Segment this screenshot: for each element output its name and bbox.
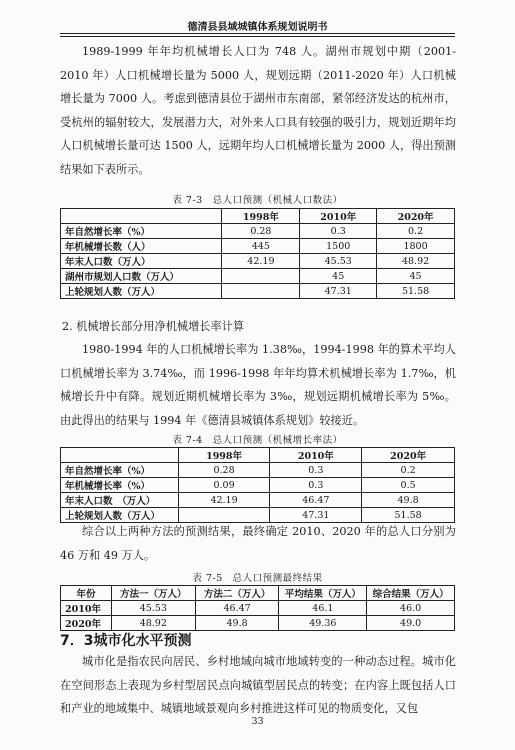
paragraph-urbanization: 城市化是指农民向居民、乡村地域向城市地域转变的一种动态过程。城市化在空间形态上表现为乡村型居民点向城镇型居民点的转变；在内容上既包括人口和产业的地域集中、城镇地域景观向乡村推进这样可见的物质变化，又包: [60, 655, 456, 715]
table-cell: [222, 284, 300, 299]
page-number: 33: [251, 716, 264, 727]
row-label: 上轮规划人数（万人）: [61, 284, 222, 299]
row-label: 2020年: [61, 616, 112, 631]
table-row: [61, 254, 455, 269]
table-cell: 0.28: [222, 224, 300, 239]
table-cell: 45.53: [300, 254, 377, 269]
table-cell: 45: [377, 269, 455, 284]
table-cell: 49.8: [195, 616, 279, 631]
table-cell: 47.31: [270, 508, 362, 523]
paragraph-mechanical-growth: 1989-1999 年年均机械增长人口为 748 人。湖州市规划中期（2001-2010 年）人口机械增长量为 5000 人，规划远期（2011-2020 年）人口机械增长量为 7000 人。考虑到德清县位于湖州市东南部，紧邻经济发达的杭州市，受杭州的辐射较大，发展潜力大，对外来人口具有较强的吸引力，规划近期年均人口机械增长量可达 1500 人，远期年均人口机械增长量为 2000 人，得出预测结果如下表所示。: [60, 45, 456, 176]
row-label: 年机械增长数（人）: [61, 239, 222, 254]
table-header-cell: [61, 209, 222, 224]
table-header-cell: [61, 448, 179, 463]
table-header-cell: 综合结果（万人）: [367, 586, 455, 601]
table-header-cell: 2010年: [300, 209, 377, 224]
table-row: [61, 463, 455, 478]
row-label: 年机械增长率（%）: [61, 478, 179, 493]
table-7-5: [60, 585, 455, 631]
table-cell: 0.28: [178, 463, 270, 478]
table-cell: 0.09: [178, 478, 270, 493]
table-caption-7-4: 表 7-4 总人口预测（机械增长率法）: [172, 435, 343, 446]
row-label: 年末人口数（万人）: [61, 254, 222, 269]
table-cell: 42.19: [222, 254, 300, 269]
table-header-row: [61, 448, 455, 463]
table-7-3: [60, 208, 455, 299]
section-title: 7．3城市化水平预测: [60, 633, 192, 649]
table-header-cell: 1998年: [178, 448, 270, 463]
table-cell: 0.5: [362, 478, 455, 493]
table-7-4: [60, 447, 455, 523]
table-row: [61, 284, 455, 299]
table-header-cell: 1998年: [222, 209, 300, 224]
table-cell: 51.58: [377, 284, 455, 299]
table-row: [61, 601, 455, 616]
table-cell: 0.3: [270, 478, 362, 493]
row-label: 年自然增长率（%）: [61, 463, 179, 478]
table-cell: 47.31: [300, 284, 377, 299]
table-row: [61, 239, 455, 254]
table-cell: 49.8: [362, 493, 455, 508]
table-cell: 49.0: [367, 616, 455, 631]
table-header-cell: 年份: [61, 586, 112, 601]
table-header-cell: 方法二（万人）: [195, 586, 279, 601]
subheading-mechanical-rate: 2. 机械增长部分用净机械增长率计算: [62, 320, 245, 333]
table-row: [61, 224, 455, 239]
table-header-cell: 方法一（万人）: [111, 586, 195, 601]
page-header: 德清县县域城镇体系规划说明书: [187, 22, 328, 33]
table-cell: 0.2: [377, 224, 455, 239]
table-row: [61, 478, 455, 493]
paragraph-final-result: 综合以上两种方法的预测结果，最终确定 2010、2020 年的总人口分别为 46 万和 49 万人。: [60, 525, 456, 562]
table-header-cell: 平均结果（万人）: [279, 586, 367, 601]
table-cell: 51.58: [362, 508, 455, 523]
row-label: 湖州市规划人口数（万人）: [61, 269, 222, 284]
header-rule-thin: [60, 36, 455, 37]
table-header-row: [61, 209, 455, 224]
table-header-cell: 2010年: [270, 448, 362, 463]
table-cell: 46.0: [367, 601, 455, 616]
table-row: [61, 269, 455, 284]
table-cell: 42.19: [178, 493, 270, 508]
table-cell: 1800: [377, 239, 455, 254]
table-cell: 0.3: [300, 224, 377, 239]
table-header-cell: 2020年: [362, 448, 455, 463]
row-label: 年自然增长率（%）: [61, 224, 222, 239]
table-header-row: [61, 586, 455, 601]
table-row: [61, 616, 455, 631]
table-cell: 0.2: [362, 463, 455, 478]
paragraph-mechanical-rate: 1980-1994 年的人口机械增长率为 1.38‰，1994-1998 年的算术平均人口机械增长率为 3.74‰，而 1996-1998 年年均算术机械增长率为 1.7‰，机械增长升中有降。规划近期机械增长率为 3‰，规划远期机械增长率为 5‰。由此得出的结果与 1994 年《德清县城镇体系规划》较接近。: [60, 343, 456, 427]
table-cell: 45.53: [111, 601, 195, 616]
table-cell: 1500: [300, 239, 377, 254]
table-cell: 48.92: [377, 254, 455, 269]
table-header-cell: 2020年: [377, 209, 455, 224]
table-caption-7-5: 表 7-5 总人口预测最终结果: [192, 573, 323, 584]
table-cell: 46.47: [270, 493, 362, 508]
row-label: 上轮规划人数（万人）: [61, 508, 179, 523]
table-cell: 46.47: [195, 601, 279, 616]
header-rule: [60, 33, 455, 34]
table-caption-7-3: 表 7-3 总人口预测（机械人口数法）: [172, 195, 343, 206]
table-cell: 48.92: [111, 616, 195, 631]
table-cell: [222, 269, 300, 284]
table-cell: 49.36: [279, 616, 367, 631]
table-cell: 445: [222, 239, 300, 254]
row-label: 2010年: [61, 601, 112, 616]
table-row: [61, 493, 455, 508]
table-cell: 46.1: [279, 601, 367, 616]
table-cell: 0.3: [270, 463, 362, 478]
table-cell: 45: [300, 269, 377, 284]
row-label: 年末人口数 （万人）: [61, 493, 179, 508]
